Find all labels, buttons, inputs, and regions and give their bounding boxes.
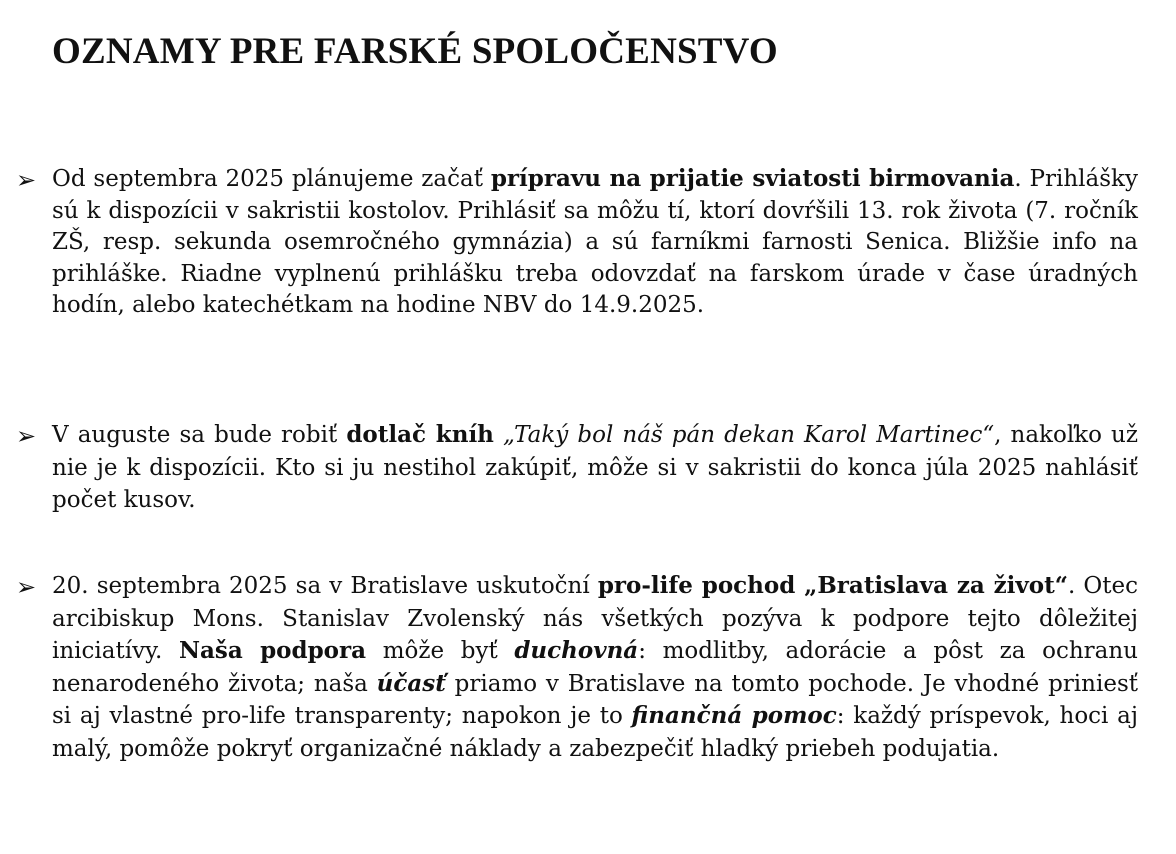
arrow-bullet-icon: ➢ bbox=[16, 573, 37, 601]
announcement-text: 20. septembra 2025 sa v Bratislave uskutoční pro-life pochod „Bratislava za život“. Otec arcibiskup Mons. Stanislav Zvolenský nás všetkých pozýva k podpore tejto dôležitej iniciatívy. Naša podpora môže byť duchovná: modlitby, adorácie a pôst za ochranu nenarodeného života; naša účasť priamo v Bratislave na tomto pochode. Je vhodné priniesť si aj vlastné pro-life transparenty; napokon je to finančná pomoc: každý príspevok, hoci aj malý, pomôže pokryť organizačné náklady a zabezpečiť hladký priebeh podujatia. bbox=[52, 572, 1139, 762]
emphasis-bold-italic: účasť bbox=[376, 669, 446, 697]
emphasis-bold: dotlač kníh bbox=[346, 421, 494, 448]
book-title: „Taký bol náš pán dekan Karol Martinec“ bbox=[503, 422, 995, 448]
emphasis-bold-italic: duchovná bbox=[514, 637, 639, 665]
emphasis-bold: prípravu na prijatie sviatosti birmovania bbox=[490, 165, 1015, 192]
announcement-text: Od septembra 2025 plánujeme začať prípravu na prijatie sviatosti birmovania. Prihlášky sú k dispozícii v sakristii kostolov. Prihlásiť sa môžu tí, ktorí dovŕšili 13. rok života (7. ročník ZŠ, resp. sekunda osemročného gymnázia) a sú farníkmi farnosti Senica. Bližšie info na prihláške. Riadne vyplnenú prihlášku treba odovzdať na farskom úrade v čase úradných hodín, alebo katechétkam na hodine NBV do 14.9.2025. bbox=[52, 165, 1138, 319]
announcement-text: V auguste sa bude robiť dotlač kníh „Taký bol náš pán dekan Karol Martinec“, nakoľko už nie je k dispozícii. Kto si ju nestihol zakúpiť, môže si v sakristii do konca júla 2025 nahlásiť počet kusov. bbox=[52, 421, 1138, 514]
emphasis-bold-italic: finančná pomoc bbox=[631, 702, 837, 730]
emphasis-bold: Naša podpora bbox=[178, 637, 367, 665]
arrow-bullet-icon: ➢ bbox=[16, 166, 37, 194]
arrow-bullet-icon: ➢ bbox=[16, 422, 37, 450]
emphasis-bold: pro-life pochod „Bratislava za život“ bbox=[597, 572, 1068, 599]
page-title: OZNAMY PRE FARSKÉ SPOLOČENSTVO bbox=[52, 31, 778, 72]
